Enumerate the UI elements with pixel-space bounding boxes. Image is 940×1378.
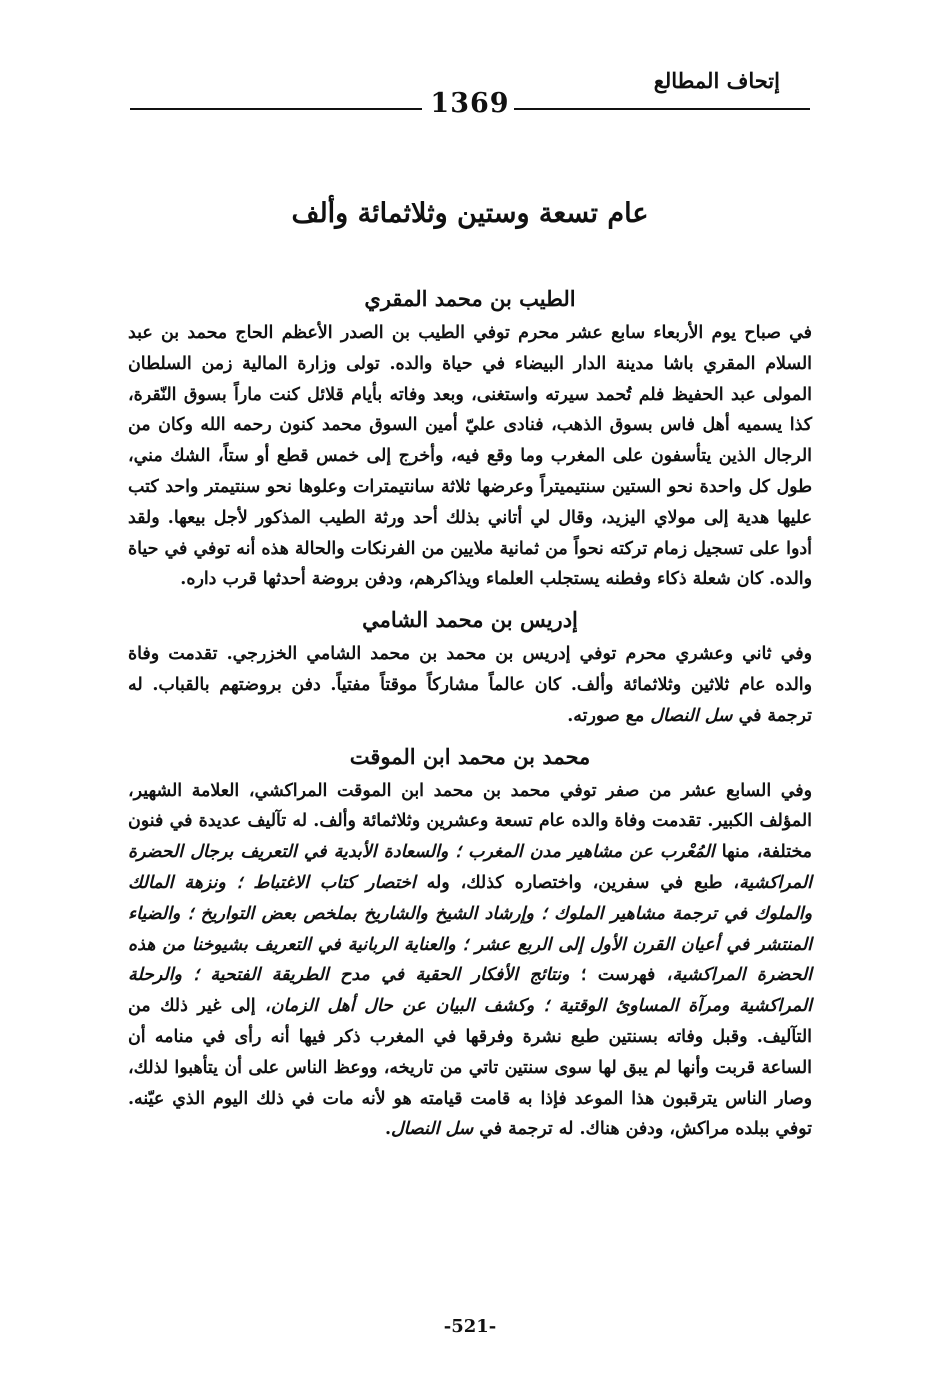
article-body <box>128 280 812 1151</box>
book-title: سل النصال <box>391 1119 474 1140</box>
book-title: ونتائج الأفكار الحقية في مدح الطريقة الفتحية ؛ والرحلة المراكشية ومرآة المساوئ الوقتية ؛ وكشف البيان عن حال أهل الزمان <box>128 965 812 1017</box>
text-run: مع صورته. <box>567 705 651 726</box>
book-title: اختصار كتاب الاغتباط ؛ ونزهة المالك والملوك في ترجمة مشاهير الملوك ؛ وإرشاد الشيخ والشاريخ بملخص بعض التواريخ ؛ والضياء المنتشر في أعيان القرن الأول إلى الربع عشر ؛ والعناية الربانية في التعريف بشيوخنا من هذه الحضرة المراكشية <box>128 872 812 986</box>
header-rule-left <box>130 108 422 110</box>
section-idris <box>128 601 812 731</box>
text-run: وفي ثاني وعشري محرم توفي إدريس بن محمد بن محمد الشامي الخزرجي. تقدمت وفاة والده عام ثلاثين وثلاثمائة وألف. كان عالماً مشاركاً موقتاً مفتياً. دفن بروضتهم بالقباب. له ترجمة في <box>128 644 812 726</box>
section-heading: محمد بن محمد ابن الموقت <box>349 743 591 769</box>
header-rule-right <box>514 108 810 110</box>
chapter-title: عام تسعة وستين وثلاثمائة وألف <box>291 198 649 229</box>
book-title: سل النصال <box>650 705 733 726</box>
text-run: ، فهرست ؛ <box>569 965 673 986</box>
year-number: 1369 <box>430 88 510 119</box>
section-paragraph <box>128 776 812 1146</box>
year-header <box>130 88 810 122</box>
running-title: إتحاف المطالع <box>653 68 780 93</box>
section-heading: الطيب بن محمد المقري <box>364 286 576 311</box>
section-paragraph <box>128 639 812 731</box>
text-run: ، إلى غير ذلك من التآليف. وقبل وفاته بسنتين طبع نشرة وفرقها في المغرب ذكر فيها أنه رأى في منامه أن الساعة قربت وأنها لم يبق لها سوى سنتين تاتي من تاريخه، ووعظ الناس على أن يتأهبوا لذلك، وصار الناس يترقبون هذا الموعد فإذا به قامت قيامته هو لأنه مات في ذلك اليوم الذي عيّنه. توفي ببلده مراكش، ودفن هناك. له ترجمة في <box>128 996 812 1140</box>
book-title: المُعْرب عن مشاهير مدن المغرب ؛ والسعادة الأبدية في التعريف برجال الحضرة المراكشية <box>128 842 813 893</box>
section-tayyib <box>128 280 812 595</box>
section-ibn-almuwaqqit <box>128 738 812 1146</box>
text-run: وفي السابع عشر من صفر توفي محمد بن محمد ابن الموقت المراكشي، العلامة الشهير، المؤلف الكبير. تقدمت وفاة والده عام تسعة وعشرين وثلاثمائة وألف. له تآليف عديدة في فنون مختلفة، منها <box>128 780 812 863</box>
section-heading: إدريس بن محمد الشامي <box>362 607 578 633</box>
section-paragraph: في صباح يوم الأربعاء سابع عشر محرم توفي الطيب بن الصدر الأعظم الحاج محمد بن عبد السلام المقري باشا مدينة الدار البيضاء في حياة والده. تولى وزارة المالية زمن السلطان المولى عبد الحفيظ فلم تُحمد سيرته واستغنى، وبعد وفاته بأيام قلائل كنت ماراً بسوق النّقرة، كذا يسميه أهل فاس بسوق الذهب، فنادى عليّ أمين السوق محمد كنون رحمه الله وكان من الرجال الذين يتأسفون على المغرب وما وقع فيه، وأخرج إلى خمس قطع أو ستاً، الشك مني، طول كل واحدة نحو الستين سنتيميتراً وعرضها ثلاثة سانتيمترات وعلوها نحو سنتيمتر واحد كتب عليها هدية إلى مولاي اليزيد، وقال لي أتاني بذلك أحد ورثة الطيب المذكور لأجل بيعها. ولقد أدوا على تسجيل زمام تركته نحواً من ثمانية ملايين من الفرنكات والحالة هذه أنه توفي في حياة والده. كان شعلة ذكاء وفطنه يستجلب العلماء ويذاكرهم، ودفن بروضة أحدثها قرب داره. <box>128 323 812 590</box>
page-number: -521- <box>443 1316 497 1337</box>
text-run: . <box>384 1119 392 1140</box>
text-run: ، طبع في سفرين، واختصاره كذلك، وله <box>415 872 740 893</box>
